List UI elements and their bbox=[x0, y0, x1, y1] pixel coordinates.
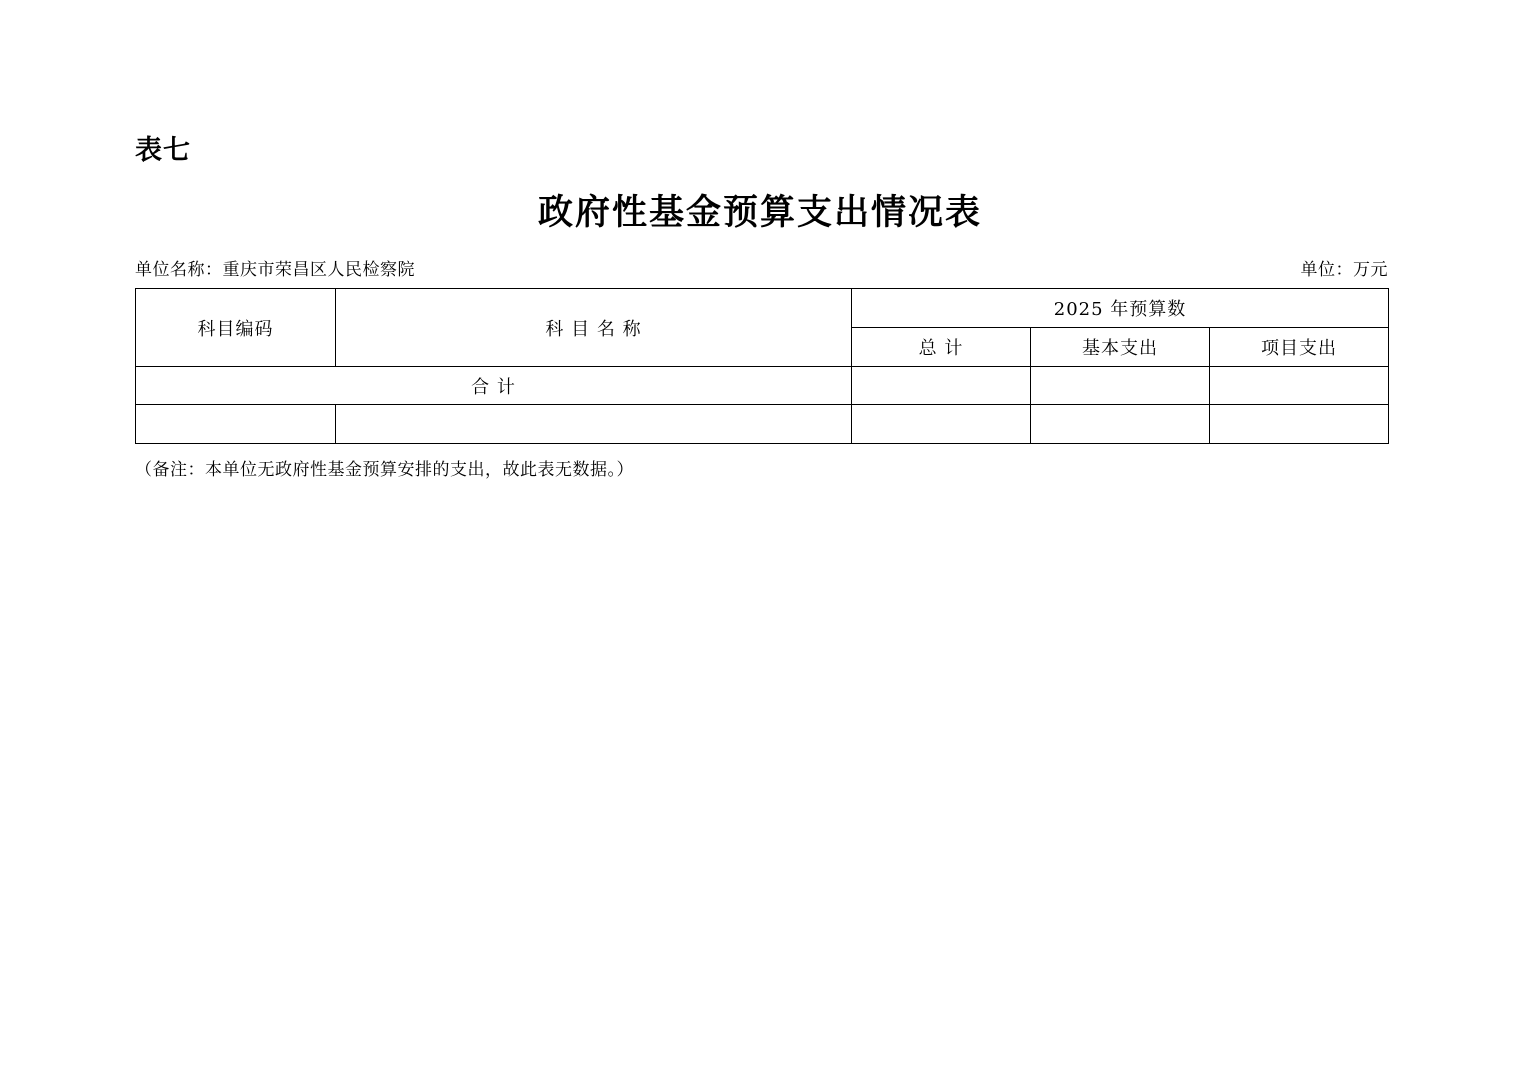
header-subject-name: 科 目 名 称 bbox=[336, 289, 852, 367]
row-blank-project bbox=[1210, 405, 1389, 444]
row-total-sum bbox=[852, 367, 1031, 405]
budget-expenditure-table bbox=[135, 288, 1389, 444]
row-total-project bbox=[1210, 367, 1389, 405]
page-title: 政府性基金预算支出情况表 bbox=[537, 192, 982, 233]
header-total: 总 计 bbox=[852, 328, 1031, 367]
row-blank-sum bbox=[852, 405, 1031, 444]
header-project-expenditure: 项目支出 bbox=[1210, 328, 1389, 367]
table-row bbox=[136, 405, 1389, 444]
table-note: （备注：本单位无政府性基金预算安排的支出，故此表无数据。） bbox=[135, 460, 634, 480]
document-meta bbox=[135, 255, 1388, 280]
header-subject-code: 科目编码 bbox=[136, 289, 336, 367]
row-blank-basic bbox=[1031, 405, 1210, 444]
unit-measure-label: 单位：万元 bbox=[1300, 260, 1388, 280]
unit-name-label: 单位名称：重庆市荣昌区人民检察院 bbox=[135, 260, 415, 280]
row-blank-code bbox=[136, 405, 336, 444]
header-basic-expenditure: 基本支出 bbox=[1031, 328, 1210, 367]
header-year-group: 2025 年预算数 bbox=[852, 289, 1389, 328]
row-blank-name bbox=[336, 405, 852, 444]
row-total-label: 合 计 bbox=[136, 367, 852, 405]
table-row bbox=[136, 367, 1389, 405]
row-total-basic bbox=[1031, 367, 1210, 405]
table-header-row-1 bbox=[136, 289, 1389, 328]
sheet-label: 表七 bbox=[135, 135, 191, 166]
